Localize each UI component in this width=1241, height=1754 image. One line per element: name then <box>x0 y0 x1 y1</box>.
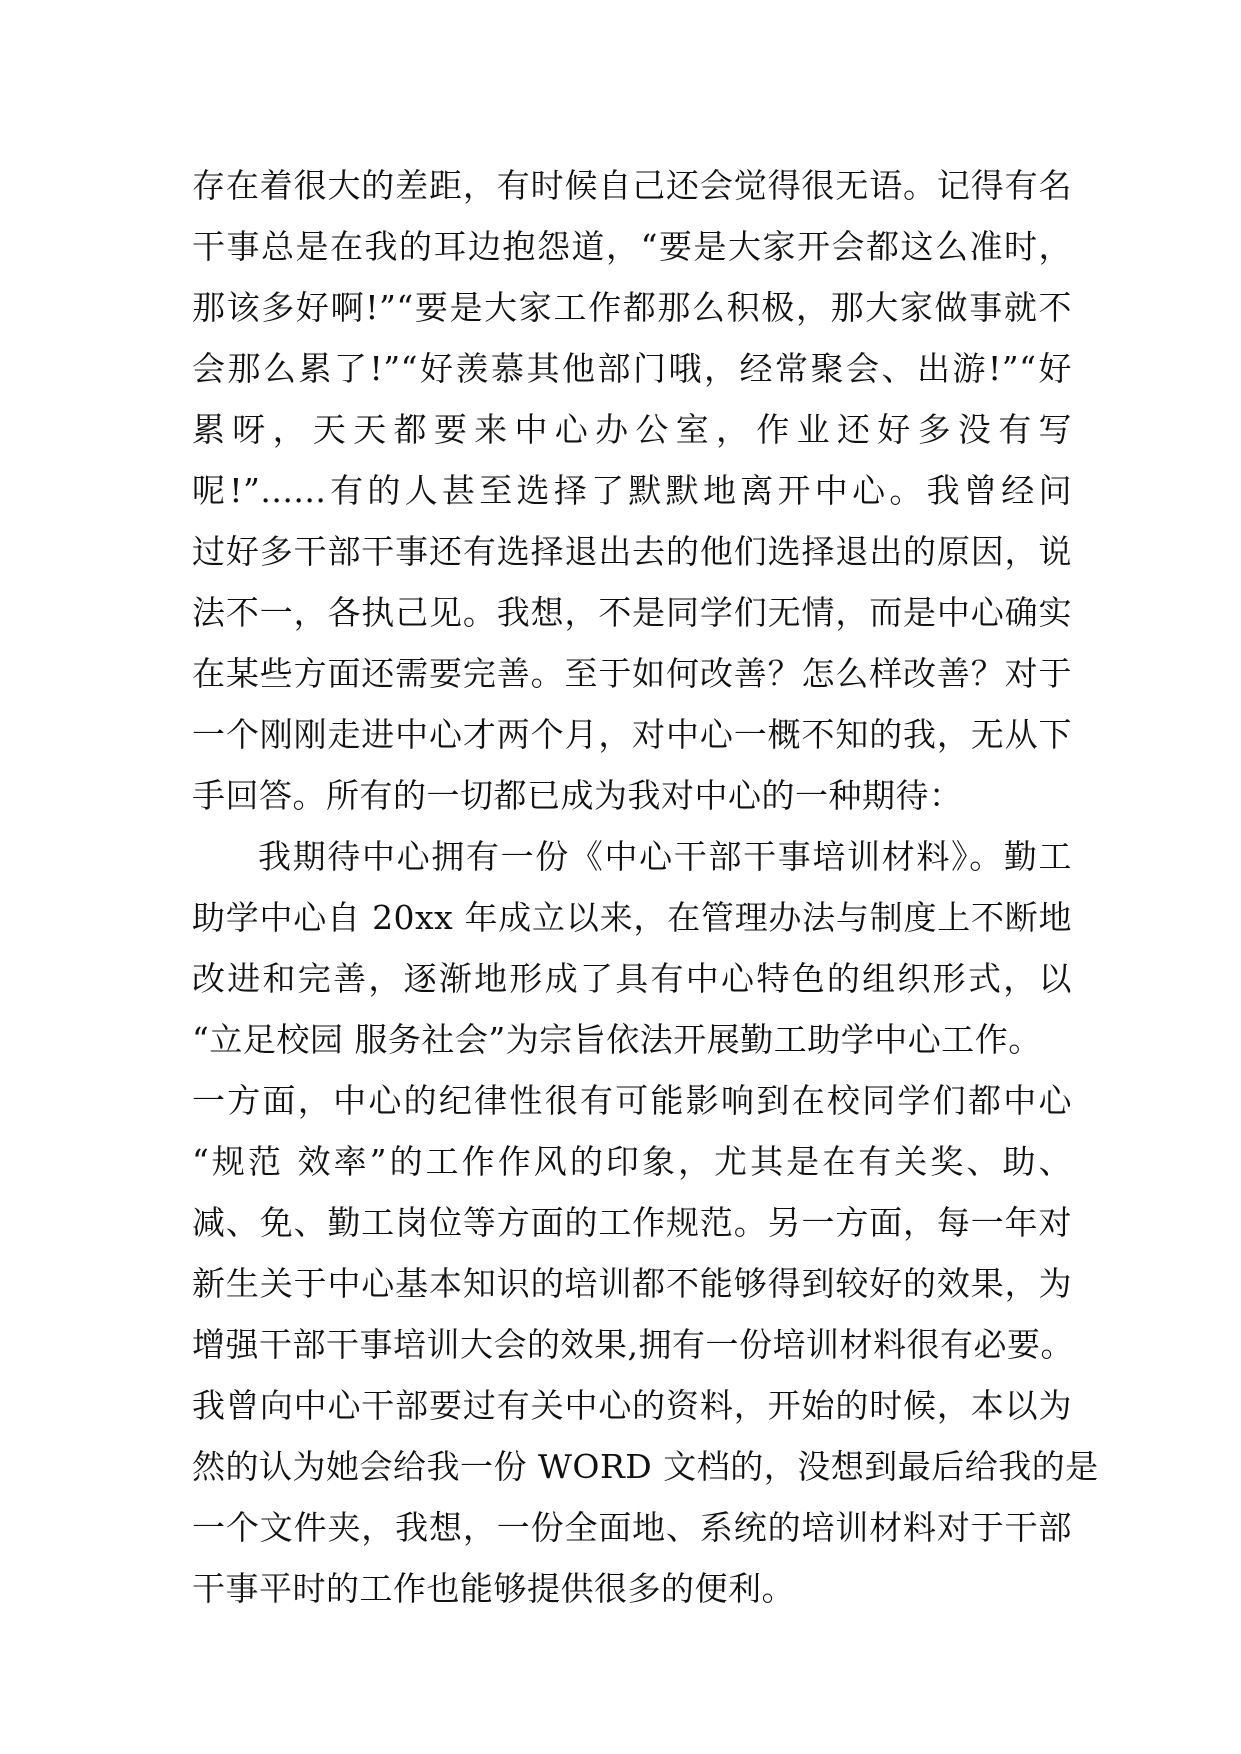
text-line-17: “规范 效率”的工作作风的印象，尤其是在有关奖、助、 <box>192 1142 1072 1181</box>
text-line-19: 新生关于中心基本知识的培训都不能够得到较好的效果，为 <box>192 1264 1072 1303</box>
text-line-13: 助学中心自 20xx 年成立以来，在管理办法与制度上不断地 <box>192 898 1072 937</box>
text-line-23: 一个文件夹，我想，一份全面地、系统的培训材料对于干部 <box>192 1508 1072 1547</box>
text-line-1: 存在着很大的差距，有时候自己还会觉得很无语。记得有名 <box>192 166 1072 205</box>
text-line-11: 手回答。所有的一切都已成为我对中心的一种期待： <box>192 776 963 815</box>
text-line-21: 我曾向中心干部要过有关中心的资料，开始的时候，本以为 <box>192 1386 1072 1425</box>
text-line-9: 在某些方面还需要完善。至于如何改善？怎么样改善？对于 <box>192 654 1072 693</box>
text-line-16: 一方面，中心的纪律性很有可能影响到在校同学们都中心 <box>192 1081 1072 1120</box>
text-line-8: 法不一，各执己见。我想，不是同学们无情，而是中心确实 <box>192 593 1072 632</box>
text-line-6: 呢!”......有的人甚至选择了默默地离开中心。我曾经问 <box>192 471 1072 510</box>
text-line-10: 一个刚刚走进中心才两个月，对中心一概不知的我，无从下 <box>192 715 1072 754</box>
text-line-3: 那该多好啊!”“要是大家工作都那么积极，那大家做事就不 <box>192 288 1072 327</box>
text-line-4: 会那么累了!”“好羡慕其他部门哦，经常聚会、出游!”“好 <box>192 349 1072 388</box>
text-line-24: 干事平时的工作也能够提供很多的便利。 <box>192 1569 795 1608</box>
text-line-18: 减、免、勤工岗位等方面的工作规范。另一方面，每一年对 <box>192 1203 1072 1242</box>
text-line-2: 干事总是在我的耳边抱怨道，“要是大家开会都这么准时， <box>192 227 1072 266</box>
text-line-7: 过好多干部干事还有选择退出去的他们选择退出的原因，说 <box>192 532 1072 571</box>
text-line-15: “立足校园 服务社会”为宗旨依法开展勤工助学中心工作。 <box>192 1020 1042 1059</box>
body-text <box>192 155 1099 1619</box>
text-line-20: 增强干部干事培训大会的效果,拥有一份培训材料很有必要。 <box>192 1325 1074 1364</box>
text-line-5: 累呀，天天都要来中心办公室，作业还好多没有写 <box>192 410 1072 449</box>
text-line-12: 我期待中心拥有一份《中心干部干事培训材料》。勤工 <box>258 837 1072 876</box>
text-line-22: 然的认为她会给我一份 WORD 文档的，没想到最后给我的是 <box>192 1447 1099 1486</box>
text-line-14: 改进和完善，逐渐地形成了具有中心特色的组织形式，以 <box>192 959 1072 998</box>
